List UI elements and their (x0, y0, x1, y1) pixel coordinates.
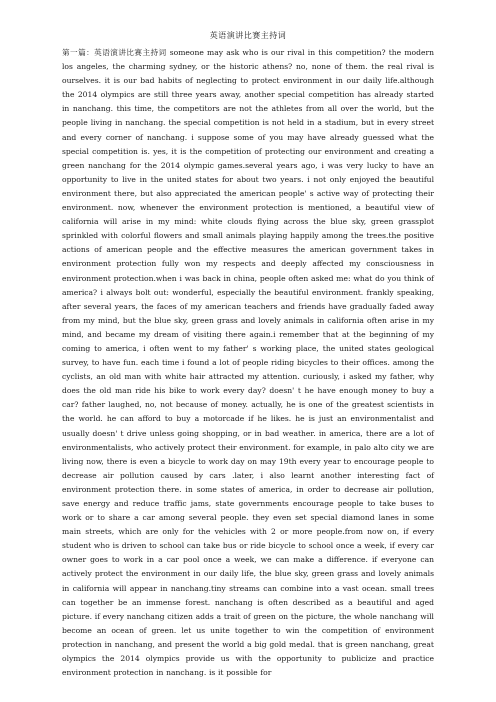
document-title: 英语演讲比赛主持词 (209, 31, 287, 40)
document-body: 第一篇：英语演讲比赛主持词 someone may ask who is our rival in this competition? the modern los angeles, the charming sydney, or the historic athens? no, none of them. the real rival is ourselves. it is our bad habits of neglecting to protect environment in our daily life.although the 2014 olympics are still three years away, another special competition has already started in nanchang. this time, the competitors are not the athletes from all over the world, but the people living in nanchang. the special competition is not held in a stadium, but in every street and every corner of nanchang. i suppose some of you may have already guessed what the special competition is. yes, it is the competition of protecting our environment and creating a green nanchang for the 2014 olympic games.several years ago, i was very lucky to have an opportunity to live in the united states for about two years. i not only enjoyed the beautiful environment there, but also appreciated the american people' s active way of protecting their environment. now, whenever the environment protection is mentioned, a beautiful view of california will arise in my mind: white clouds flying across the blue sky, green grassplot sprinkled with colorful flowers and small animals playing happily among the trees.the positive actions of american people and the effective measures the american government takes in environment protection fully won my respects and deeply affected my consciousness in environment protection.when i was back in china, people often asked me: what do you think of america? i always bolt out: wonderful, especially the beautiful environment. frankly speaking, after several years, the faces of my american teachers and friends have gradually faded away from my mind, but the blue sky, green grass and lovely animals in california often arise in my mind, and became my dream of visiting there again.i remember that at the beginning of my coming to america, i often went to my father' s working place, the united states geological survey, to have fun. each time i found a lot of people riding bicycles to their offices. among the cyclists, an old man with white hair attracted my attention. curiously, i asked my father, why does the old man ride his bike to work every day? doesn' t he have enough money to buy a car? father laughed, no, not because of money. actually, he is one of the greatest scientists in the world. he can afford to buy a motorcade if he likes. he is just an environmentalist and usually doesn' t drive unless going shopping, or in bad weather. in america, there are a lot of environmentalists, who actively protect their environment. for example, in palo alto city we are living now, there is even a bicycle to work day on may 19th every year to encourage people to decrease air pollution caused by cars .later, i also learnt another interesting fact of environment protection there. in some states of america, in order to decrease air pollution, save energy and reduce traffic jams, state governments encourage people to take buses to work or to share a car among several people. they even set special diamond lanes in some main streets, which are only for the vehicles with 2 or more people.from now on, if every student who is driven to school can take bus or ride bicycle to school once a week, if every car owner goes to work in a car pool once a week, we can make a difference. if everyone can actively protect the environment in our daily life, the blue sky, green grass and lovely animals in california will appear in nanchang.tiny streams can combine into a vast ocean. small trees can together be an immense forest. nanchang is often described as a beautiful and aged picture. if every nanchang citizen adds a trait of green on the picture, the whole nanchang will become an ocean of green. let us unite together to win the competition of environment protection in nanchang, and present the world a big gold medal. that is green nanchang, great olympics the 2014 olympics provide us with the opportunity to publicize and practice environment protection in nanchang. is it possible for (62, 48, 434, 678)
